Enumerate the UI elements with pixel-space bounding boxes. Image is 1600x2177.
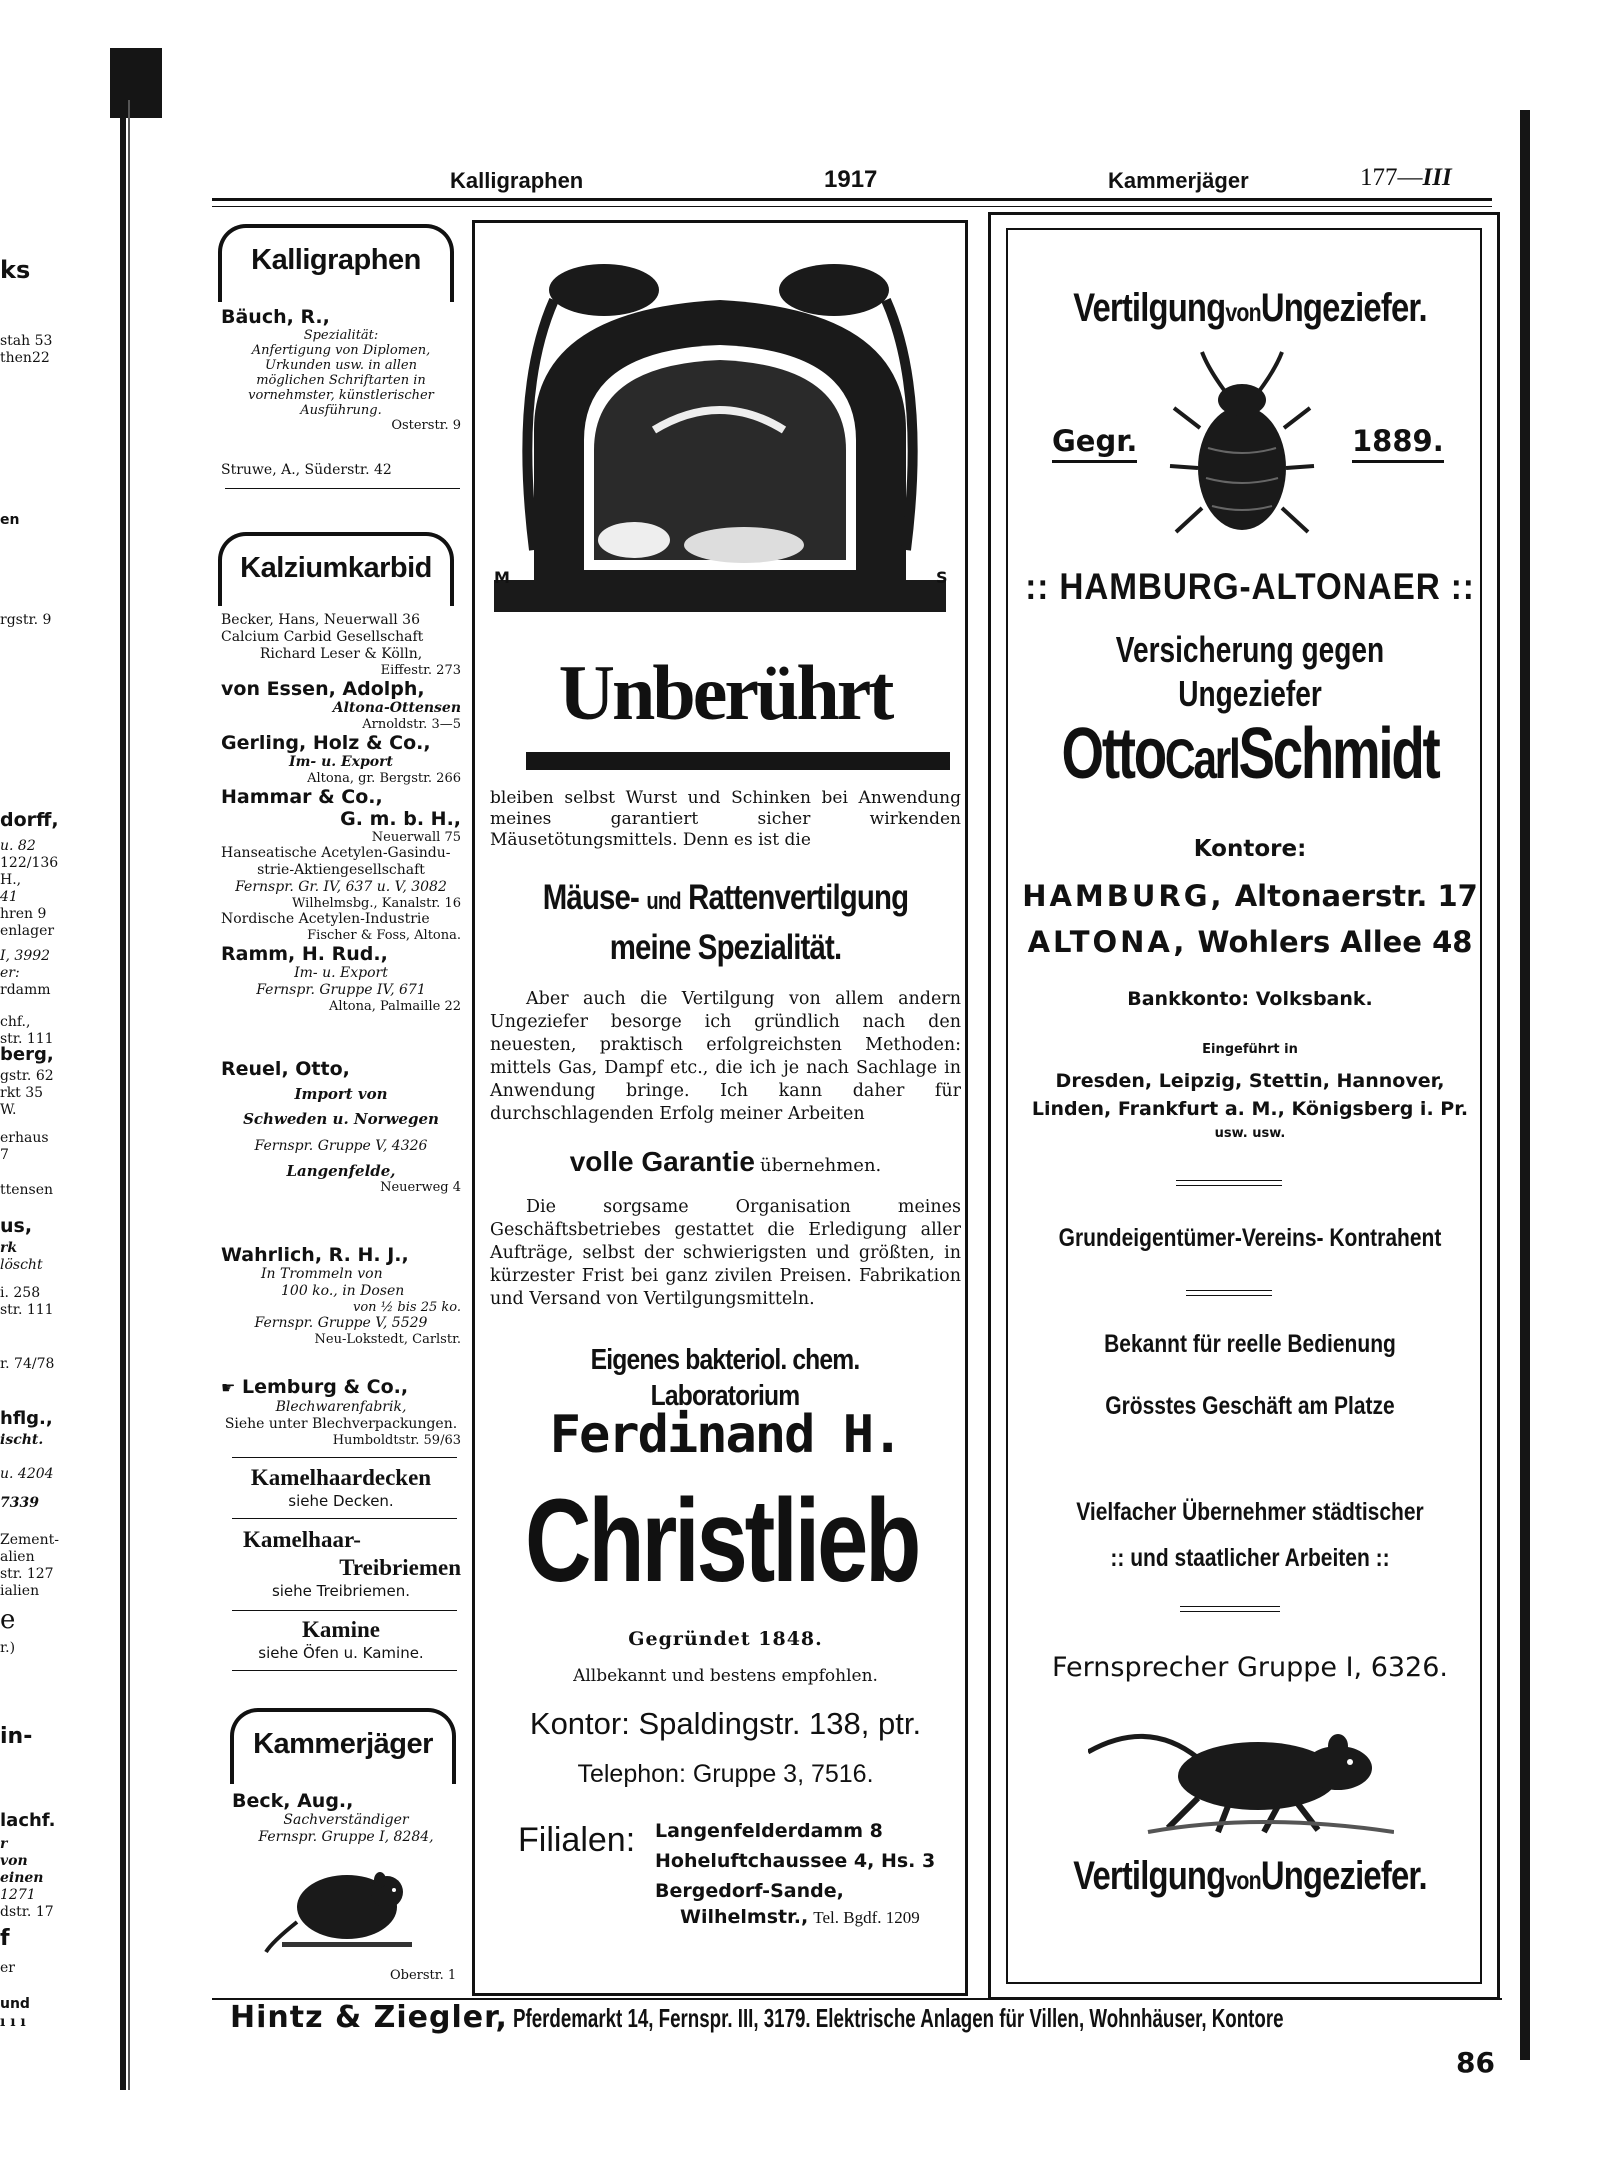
left-fragment: r bbox=[0, 1836, 8, 1852]
left-fragment: e bbox=[0, 1605, 16, 1635]
divider bbox=[232, 1610, 457, 1611]
left-fragment: ischt. bbox=[0, 1432, 44, 1448]
entry-line: Fernspr. Gruppe V, 4326 bbox=[254, 1138, 428, 1154]
branches-list bbox=[655, 1816, 935, 1906]
entry-name: Hammar & Co., bbox=[221, 786, 383, 808]
entry-line: Calcium Carbid Gesellschaft bbox=[221, 629, 424, 645]
service-line-1: Bekannt für reelle Bedienung bbox=[1104, 1330, 1396, 1358]
entry-line: 100 ko., in Dosen bbox=[281, 1283, 405, 1299]
divider bbox=[225, 488, 460, 489]
phone-line: Telephon: Gruppe 3, 7516. bbox=[577, 1760, 874, 1788]
left-fragment: 122/136 bbox=[0, 855, 59, 871]
ornament-rule bbox=[1186, 1290, 1272, 1291]
left-fragment: r. 74/78 bbox=[0, 1356, 55, 1372]
entry-sub: Im- u. Export bbox=[289, 754, 393, 770]
heading-kalligraphen: Kalligraphen bbox=[218, 224, 454, 302]
left-fragment: 41 bbox=[0, 889, 18, 905]
company-line-2: Versicherung gegen Ungeziefer bbox=[1115, 629, 1385, 714]
entry-kamelhaardecken bbox=[221, 1464, 461, 1511]
special-line-2: meine Spezialität. bbox=[609, 928, 842, 967]
bank-line: Bankkonto: Volksbank. bbox=[1127, 988, 1373, 1010]
page-edge bbox=[1520, 110, 1530, 2060]
entry-kamine bbox=[221, 1616, 461, 1663]
entry-address: Altona, Palmaille 22 bbox=[329, 999, 461, 1014]
heading-kalziumkarbid: Kalziumkarbid bbox=[218, 532, 454, 606]
entry-address: Arnoldstr. 3—5 bbox=[362, 717, 461, 732]
service-line-2: Grösstes Geschäft am Platze bbox=[1105, 1392, 1395, 1420]
left-fragment: stah 53 bbox=[0, 333, 53, 349]
left-fragment: löscht bbox=[0, 1257, 43, 1273]
left-fragment: r.) bbox=[0, 1640, 16, 1656]
left-fragment: berg, bbox=[0, 1044, 54, 1065]
left-fragment: str. 111 bbox=[0, 1031, 54, 1047]
ornament-rule bbox=[1176, 1185, 1282, 1186]
entry-line: Langenfelde, bbox=[286, 1162, 396, 1180]
rat-arch-illustration-icon bbox=[494, 250, 946, 622]
entry-struwe: Struwe, A., Süderstr. 42 bbox=[221, 462, 392, 478]
office-line: Kontor: Spaldingstr. 138, ptr. bbox=[529, 1706, 922, 1741]
entry-line: Richard Leser & Kölln, bbox=[259, 646, 423, 662]
entry-line: Import von bbox=[294, 1085, 388, 1103]
left-fragment: W. bbox=[0, 1102, 17, 1118]
page-number: 177— bbox=[1360, 164, 1423, 191]
left-fragment: H., bbox=[0, 872, 22, 888]
entry-note: Ausführung. bbox=[300, 403, 382, 418]
entry-line: Becker, Hans, Neuerwall 36 bbox=[221, 612, 420, 628]
cities-line-2: Linden, Frankfurt a. M., Königsberg i. Pr. bbox=[1031, 1098, 1469, 1120]
office-altona: ALTONA, Wohlers Allee 48 bbox=[1027, 925, 1473, 959]
left-fragment: 7339 bbox=[0, 1495, 39, 1511]
left-fragment: er bbox=[0, 1960, 15, 1976]
name-ferdinand: Ferdinand H. bbox=[549, 1405, 902, 1465]
entry-note: Urkunden usw. in allen bbox=[264, 358, 417, 373]
entry-address: Neu-Lokstedt, Carlstr. bbox=[314, 1332, 461, 1347]
entry-line: Fischer & Foss, Altona. bbox=[307, 928, 461, 943]
monogram-right: S bbox=[936, 568, 948, 587]
footer-line: Hintz & Ziegler, Pferdemarkt 14, Fernspr. III, 3179. Elektrische Anlagen für Villen, Wohnhäuser, Kontore bbox=[230, 2000, 1284, 2035]
intro-paragraph: bleiben selbst Wurst und Schinken bei Anwendung meines garantiert sicher wirkenden Mäusetötungsmittels. Denn es ist die bbox=[490, 788, 961, 850]
gegr-label: Gegr. bbox=[1052, 424, 1137, 463]
entry-wahrlich bbox=[221, 1244, 461, 1347]
left-fragment: f bbox=[0, 1926, 10, 1951]
entry-line: Fernspr. Gruppe I, 8284, bbox=[258, 1829, 434, 1845]
left-fragment: us, bbox=[0, 1215, 33, 1237]
header-year: 1917 bbox=[824, 166, 878, 193]
section-ref: siehe Decken. bbox=[288, 1492, 394, 1510]
entry-name: Beck, Aug., bbox=[232, 1790, 354, 1812]
entry-sub: Altona-Ottensen bbox=[332, 700, 461, 716]
left-fragment: u. 82 bbox=[0, 838, 36, 854]
name-christlieb: Christlieb bbox=[525, 1475, 919, 1607]
entry-name: Gerling, Holz & Co., bbox=[221, 732, 431, 754]
left-fragment: rk bbox=[0, 1240, 18, 1256]
left-fragment: einen bbox=[0, 1870, 44, 1886]
entry-line: Siehe unter Blechverpackungen. bbox=[224, 1416, 458, 1432]
page-roman: III bbox=[1422, 164, 1452, 191]
bedbug-icon bbox=[1168, 348, 1316, 544]
left-fragment: 7 bbox=[0, 1147, 9, 1163]
entry-note: vornehmster, künstlerischer bbox=[248, 388, 434, 403]
entry-address: Humboldtstr. 59/63 bbox=[332, 1433, 461, 1448]
monogram-left: M bbox=[494, 568, 510, 587]
left-fragment: gstr. 62 bbox=[0, 1068, 54, 1084]
entry-line: Schweden u. Norwegen bbox=[243, 1110, 439, 1128]
entry-line: In Trommeln von bbox=[261, 1266, 383, 1282]
guarantee-line: volle Garantie übernehmen. bbox=[569, 1146, 882, 1177]
section-title: Treibriemen bbox=[339, 1555, 461, 1580]
owner-name: OttoCarlSchmidt bbox=[1061, 714, 1439, 794]
left-fragment: then22 bbox=[0, 350, 50, 366]
left-fragment: erhaus bbox=[0, 1130, 49, 1146]
introduced-label: Eingeführt in bbox=[1202, 1042, 1298, 1057]
entry-note: Anfertigung von Diplomen, bbox=[251, 343, 431, 358]
left-fragment: lachf. bbox=[0, 1810, 56, 1831]
left-fragment: dstr. 17 bbox=[0, 1904, 54, 1920]
section-title: Kamelhaardecken bbox=[250, 1465, 432, 1490]
ornament-rule bbox=[1180, 1606, 1280, 1607]
rat-illustration-icon bbox=[262, 1852, 432, 1960]
header-page bbox=[1360, 164, 1452, 192]
entry-baeuch bbox=[221, 306, 461, 433]
entry-line: Hanseatische Acetylen-Gasindu- bbox=[221, 845, 451, 861]
header-right: Kammerjäger bbox=[1108, 168, 1249, 193]
method-paragraph: Aber auch die Vertilgung von allem andern Ungeziefer besorge ich gründlich nach den neuesten, praktisch erfolgreichsten Methoden: mittels Gas, Dampf etc., die ich je nach Sachlage in Anwendung bringe. Ich kann daher für durchschlagenden Erfolg meiner Arbeiten bbox=[490, 989, 961, 1124]
gegr-year: 1889. bbox=[1352, 424, 1444, 463]
contractor-line: Grundeigentümer-Vereins- Kontrahent bbox=[1058, 1224, 1442, 1252]
entry-name: von Essen, Adolph, bbox=[221, 678, 425, 700]
left-fragment: str. 111 bbox=[0, 1302, 54, 1318]
entry-line: Wilhelmsbg., Kanalstr. 16 bbox=[292, 896, 461, 911]
entry-name: Reuel, Otto, bbox=[221, 1058, 350, 1080]
section-ref: siehe Treibriemen. bbox=[271, 1582, 411, 1600]
entry-name: G. m. b. H., bbox=[340, 808, 461, 830]
public-line-2: :: und staatlicher Arbeiten :: bbox=[1110, 1544, 1390, 1572]
branch-address: Bergedorf-Sande, bbox=[655, 1880, 844, 1902]
section-title: Kamine bbox=[302, 1617, 380, 1642]
header-rule bbox=[212, 198, 1492, 201]
left-fragment: ialien bbox=[0, 1583, 40, 1599]
section-ref: siehe Öfen u. Kamine. bbox=[258, 1644, 424, 1662]
left-fragment: in- bbox=[0, 1724, 33, 1749]
entry-lemburg bbox=[221, 1376, 461, 1448]
header-left: Kalligraphen bbox=[450, 168, 584, 193]
entry-line: Eiffestr. 273 bbox=[380, 663, 461, 678]
left-fragment: hren 9 bbox=[0, 906, 47, 922]
entry-address: Osterstr. 9 bbox=[391, 418, 461, 433]
cities-line-1: Dresden, Leipzig, Stettin, Hannover, bbox=[1055, 1070, 1445, 1092]
entry-beck-address: Oberstr. 1 bbox=[390, 1968, 457, 1983]
organisation-paragraph: Die sorgsame Organisation meines Geschäftsbetriebes gestattet die Erledigung aller Aufträge, selbst der schwierigsten und größten, in kürzester Frist bei ganz zivilen Preisen. Fabrikation und Versand von Vertilgungsmitteln. bbox=[490, 1197, 961, 1309]
left-fragment: en bbox=[0, 512, 20, 528]
entry-line: Blechwarenfabrik, bbox=[275, 1399, 407, 1415]
left-fragment: ttensen bbox=[0, 1182, 54, 1198]
pointing-hand-icon: ☛ bbox=[221, 1378, 236, 1397]
entry-line: Nordische Acetylen-Industrie bbox=[221, 911, 430, 927]
entry-address: Neuerweg 4 bbox=[380, 1180, 461, 1195]
entry-line: Fernspr. Gruppe IV, 671 bbox=[256, 982, 426, 998]
special-line-1: Mäuse- und Rattenvertilgung bbox=[542, 878, 909, 917]
left-fragment: ks bbox=[0, 256, 31, 284]
branch-address: Langenfelderdamm 8 bbox=[655, 1820, 883, 1842]
section-title: Kamelhaar- bbox=[243, 1527, 361, 1552]
entry-beck bbox=[232, 1790, 460, 1846]
branches-label: Filialen: bbox=[518, 1821, 636, 1859]
left-fragment: enlager bbox=[0, 923, 55, 939]
founded-line: Gegründet 1848. bbox=[628, 1628, 823, 1650]
left-fragment: dorff, bbox=[0, 809, 59, 831]
entry-sub: Im- u. Export bbox=[294, 965, 388, 981]
office-hamburg: HAMBURG, Altonaerstr. 17 bbox=[1022, 879, 1478, 913]
running-rat-icon bbox=[1088, 1712, 1394, 1838]
divider bbox=[232, 1670, 457, 1671]
kalziumkarbid-entries bbox=[221, 612, 461, 1014]
entry-reuel bbox=[221, 1058, 461, 1195]
left-fragment: hflg., bbox=[0, 1408, 53, 1429]
bottom-slogan: VertilgungvonUngeziefer. bbox=[1073, 1854, 1427, 1898]
divider bbox=[232, 1457, 457, 1458]
entry-address: Neuerwall 75 bbox=[371, 830, 461, 845]
header-rule-2 bbox=[212, 206, 1492, 207]
left-fragment: str. 127 bbox=[0, 1566, 54, 1582]
entry-line: Fernspr. Gruppe V, 5529 bbox=[254, 1315, 428, 1331]
left-fragment: und bbox=[0, 1996, 30, 2012]
gutter-shadow bbox=[120, 100, 126, 2090]
cities-line-3: usw. usw. bbox=[1214, 1126, 1286, 1141]
entry-note: möglichen Schriftarten in bbox=[256, 373, 426, 388]
left-fragment: von bbox=[0, 1853, 28, 1869]
ornament-rule bbox=[1186, 1295, 1272, 1296]
divider bbox=[232, 1518, 457, 1519]
heading-kammerjaeger: Kammerjäger bbox=[230, 1708, 456, 1784]
left-fragment: u. 4204 bbox=[0, 1466, 54, 1482]
entry-name: Bäuch, R., bbox=[221, 306, 330, 328]
left-fragment: er: bbox=[0, 965, 20, 981]
left-fragment: alien bbox=[0, 1549, 35, 1565]
headline-unberuehrt: Unberührt bbox=[558, 649, 892, 736]
top-slogan: VertilgungvonUngeziefer. bbox=[1073, 286, 1427, 330]
ornament-rule bbox=[1176, 1180, 1282, 1181]
public-line-1: Vielfacher Übernehmer städtischer bbox=[1076, 1498, 1424, 1526]
left-fragment: rkt 35 bbox=[0, 1085, 44, 1101]
entry-address: Altona, gr. Bergstr. 266 bbox=[307, 771, 461, 786]
left-fragment: rdamm bbox=[0, 982, 51, 998]
left-fragment: I, 3992 bbox=[0, 948, 51, 964]
entry-line: von ½ bis 25 ko. bbox=[353, 1300, 461, 1315]
headline-underline bbox=[526, 752, 950, 770]
left-fragment: rgstr. 9 bbox=[0, 612, 52, 628]
recommended-line: Allbekannt und bestens empfohlen. bbox=[573, 1666, 878, 1686]
entry-line: Sachverständiger bbox=[283, 1812, 409, 1828]
left-fragment: ı ı ı bbox=[0, 2014, 26, 2030]
branch-address: Hoheluftchaussee 4, Hs. 3 bbox=[655, 1850, 936, 1872]
ornament-rule bbox=[1180, 1611, 1280, 1612]
phone-line: Fernsprecher Gruppe I, 6326. bbox=[1051, 1652, 1448, 1683]
branch-last: Wilhelmstr., Tel. Bgdf. 1209 bbox=[680, 1906, 920, 1928]
left-fragment: chf., bbox=[0, 1014, 31, 1030]
page-signature: 86 bbox=[1456, 2046, 1495, 2079]
company-line-1: :: HAMBURG-ALTONAER :: bbox=[1025, 566, 1475, 607]
entry-name: Wahrlich, R. H. J., bbox=[221, 1244, 409, 1266]
left-fragment: 1271 bbox=[0, 1887, 36, 1903]
entry-kamelhaar bbox=[221, 1526, 461, 1601]
laboratory-line: Eigenes bakteriol. chem. Laboratorium bbox=[590, 1344, 860, 1412]
left-fragment: i. 258 bbox=[0, 1285, 41, 1301]
offices-label: Kontore: bbox=[1193, 836, 1307, 862]
entry-line: Fernspr. Gr. IV, 637 u. V, 3082 bbox=[235, 879, 447, 895]
entry-name: ☛ Lemburg & Co., bbox=[221, 1376, 409, 1398]
entry-name: Ramm, H. Rud., bbox=[221, 943, 388, 965]
left-fragment: Zement- bbox=[0, 1532, 59, 1548]
entry-note: Spezialität: bbox=[303, 328, 379, 343]
entry-line: strie-Aktiengesellschaft bbox=[257, 862, 425, 878]
